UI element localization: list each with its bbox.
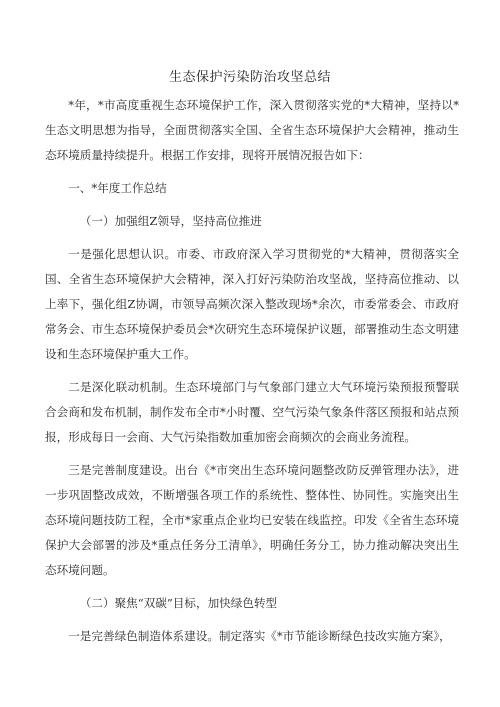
paragraph-linkage-mechanism: 二是深化联动机制。生态环境部门与气象部门建立大气环境污染预报预警联合会商和发布机制，制作发布全市*小时覆、空气污染气象条件落区预报和站点预报，形成每日一会商、大气污染指数加重加密会商频次的会商业务流程。 xyxy=(45,380,459,444)
section-heading-annual-summary: 一、*年度工作总结 xyxy=(68,181,167,195)
paragraph-system-building: 三是完善制度建设。出台《*市突出生态环境问题整改防反弹管理办法》，进一步巩固整改成效，不断增强各项工作的系统性、整体性、协同性。实施突出生态环境问题技防工程，全市*家重点企业均已安装在线监控。印发《全省生态环境保护大会部署的涉及*重点任务分工清单》，明确任务分工，协力推动解决突出生态环境问题。 xyxy=(45,463,459,577)
subsection-heading-dual-carbon: （二）聚焦“双碳”目标，加快绿色转型 xyxy=(79,596,278,610)
intro-paragraph: *年，*市高度重视生态环境保护工作，深入贯彻落实党的*大精神，坚持以*生态文明思想为指导，全面贯彻落实全国、全省生态环境保护大会精神，推动生态环境质量持续提升。根据工作安排，现将开展情况报告如下： xyxy=(45,98,459,162)
subsection-heading-leadership: （一）加强组Z领导，坚持高位推进 xyxy=(79,214,262,228)
document-body xyxy=(45,93,459,649)
paragraph-thought-awareness: 一是强化思想认识。市委、市政府深入学习贯彻党的*大精神，贯彻落实全国、全省生态环境保护大会精神，深入打好污染防治攻坚战，坚持高位推动、以上率下，强化组Z协调，市领导高频次深入整改现场*余次，市委常委会、市政府常务会、市生态环境保护委员会*次研究生态环境保护议题，部署推动生态文明建设和生态环境保护重大工作。 xyxy=(45,247,459,361)
paragraph-green-manufacturing: 一是完善绿色制造体系建设。制定落实《*市节能诊断绿色技改实施方案》， xyxy=(68,629,451,643)
document-title: 生态保护污染防治攻坚总结 xyxy=(168,70,331,85)
